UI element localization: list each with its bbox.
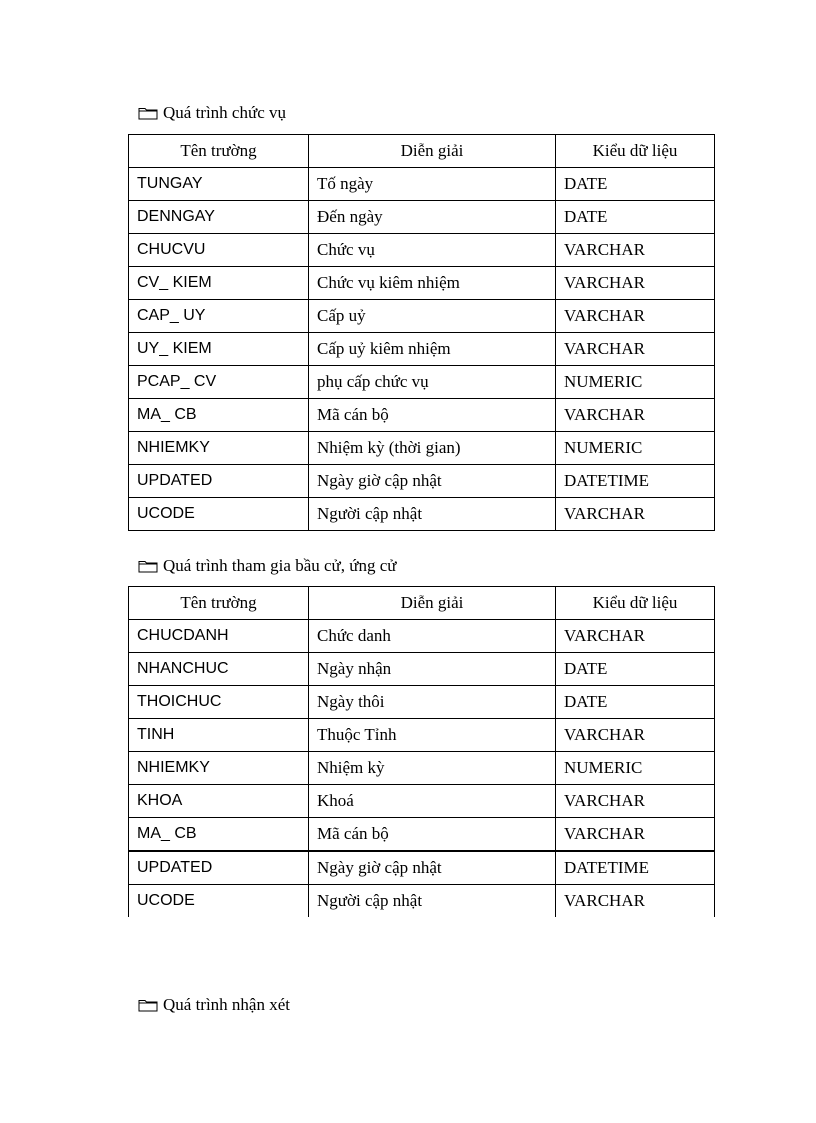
field-name-cell: UCODE bbox=[129, 885, 309, 918]
description-cell: Mã cán bộ bbox=[309, 818, 556, 852]
field-name-cell: DENNGAY bbox=[129, 201, 309, 234]
section-title: Quá trình chức vụ bbox=[163, 103, 286, 122]
data-type-cell: VARCHAR bbox=[556, 785, 715, 818]
table-row bbox=[129, 851, 715, 885]
table-row bbox=[129, 818, 715, 852]
table-row bbox=[129, 366, 715, 399]
description-cell: Nhiệm kỳ (thời gian) bbox=[309, 432, 556, 465]
header-field-name: Tên trường bbox=[129, 135, 309, 168]
field-name-cell: KHOA bbox=[129, 785, 309, 818]
description-cell: Ngày nhận bbox=[309, 653, 556, 686]
description-cell: Ngày giờ cập nhật bbox=[309, 465, 556, 498]
table-row bbox=[129, 465, 715, 498]
description-cell: Ngày thôi bbox=[309, 686, 556, 719]
data-type-cell: DATE bbox=[556, 201, 715, 234]
table-row bbox=[129, 785, 715, 818]
field-name-cell: THOICHUC bbox=[129, 686, 309, 719]
data-type-cell: DATE bbox=[556, 686, 715, 719]
field-name-cell: CHUCDANH bbox=[129, 620, 309, 653]
header-description: Diễn giải bbox=[309, 135, 556, 168]
table-row bbox=[129, 653, 715, 686]
data-type-cell: VARCHAR bbox=[556, 818, 715, 852]
description-cell: Khoá bbox=[309, 785, 556, 818]
table-row bbox=[129, 719, 715, 752]
field-name-cell: CHUCVU bbox=[129, 234, 309, 267]
data-type-cell: DATE bbox=[556, 653, 715, 686]
bau-cu-table bbox=[128, 586, 715, 917]
field-name-cell: PCAP_ CV bbox=[129, 366, 309, 399]
section-heading-bau-cu bbox=[138, 555, 396, 577]
description-cell: Đến ngày bbox=[309, 201, 556, 234]
field-name-cell: NHIEMKY bbox=[129, 432, 309, 465]
folder-icon bbox=[138, 998, 158, 1012]
table-row bbox=[129, 201, 715, 234]
field-name-cell: CV_ KIEM bbox=[129, 267, 309, 300]
header-data-type: Kiểu dữ liệu bbox=[556, 587, 715, 620]
table-row bbox=[129, 885, 715, 918]
description-cell: Chức vụ bbox=[309, 234, 556, 267]
header-data-type: Kiểu dữ liệu bbox=[556, 135, 715, 168]
data-type-cell: NUMERIC bbox=[556, 366, 715, 399]
description-cell: Nhiệm kỳ bbox=[309, 752, 556, 785]
table-header-row bbox=[129, 135, 715, 168]
field-name-cell: UCODE bbox=[129, 498, 309, 531]
data-type-cell: VARCHAR bbox=[556, 719, 715, 752]
data-type-cell: VARCHAR bbox=[556, 620, 715, 653]
field-name-cell: TUNGAY bbox=[129, 168, 309, 201]
data-type-cell: DATETIME bbox=[556, 465, 715, 498]
table-row bbox=[129, 234, 715, 267]
section-title: Quá trình tham gia bầu cử, ứng cử bbox=[163, 556, 397, 575]
section-title: Quá trình nhận xét bbox=[163, 995, 290, 1014]
table-row bbox=[129, 498, 715, 531]
field-name-cell: NHANCHUC bbox=[129, 653, 309, 686]
header-field-name: Tên trường bbox=[129, 587, 309, 620]
table-row bbox=[129, 300, 715, 333]
description-cell: phụ cấp chức vụ bbox=[309, 366, 556, 399]
folder-icon bbox=[138, 106, 158, 120]
field-name-cell: CAP_ UY bbox=[129, 300, 309, 333]
data-type-cell: NUMERIC bbox=[556, 752, 715, 785]
data-type-cell: DATETIME bbox=[556, 851, 715, 885]
section-heading-chuc-vu bbox=[138, 102, 286, 124]
field-name-cell: TINH bbox=[129, 719, 309, 752]
description-cell: Người cập nhật bbox=[309, 498, 556, 531]
table-row bbox=[129, 432, 715, 465]
data-type-cell: NUMERIC bbox=[556, 432, 715, 465]
field-name-cell: UPDATED bbox=[129, 465, 309, 498]
table-row bbox=[129, 686, 715, 719]
description-cell: Chức vụ kiêm nhiệm bbox=[309, 267, 556, 300]
description-cell: Mã cán bộ bbox=[309, 399, 556, 432]
table-row bbox=[129, 168, 715, 201]
data-type-cell: VARCHAR bbox=[556, 333, 715, 366]
table-row bbox=[129, 267, 715, 300]
folder-icon bbox=[138, 559, 158, 573]
data-type-cell: VARCHAR bbox=[556, 234, 715, 267]
table-row bbox=[129, 333, 715, 366]
description-cell: Cấp uỷ kiêm nhiệm bbox=[309, 333, 556, 366]
description-cell: Thuộc Tỉnh bbox=[309, 719, 556, 752]
description-cell: Cấp uỷ bbox=[309, 300, 556, 333]
header-description: Diễn giải bbox=[309, 587, 556, 620]
table-row bbox=[129, 752, 715, 785]
field-name-cell: MA_ CB bbox=[129, 399, 309, 432]
description-cell: Ngày giờ cập nhật bbox=[309, 851, 556, 885]
field-name-cell: UPDATED bbox=[129, 851, 309, 885]
description-cell: Chức danh bbox=[309, 620, 556, 653]
table-row bbox=[129, 620, 715, 653]
data-type-cell: VARCHAR bbox=[556, 399, 715, 432]
section-heading-nhan-xet bbox=[138, 994, 290, 1016]
field-name-cell: MA_ CB bbox=[129, 818, 309, 852]
data-type-cell: VARCHAR bbox=[556, 300, 715, 333]
chuc-vu-table bbox=[128, 134, 715, 531]
description-cell: Tố ngày bbox=[309, 168, 556, 201]
data-type-cell: VARCHAR bbox=[556, 885, 715, 918]
data-type-cell: DATE bbox=[556, 168, 715, 201]
field-name-cell: UY_ KIEM bbox=[129, 333, 309, 366]
field-name-cell: NHIEMKY bbox=[129, 752, 309, 785]
table-row bbox=[129, 399, 715, 432]
table-header-row bbox=[129, 587, 715, 620]
data-type-cell: VARCHAR bbox=[556, 498, 715, 531]
description-cell: Người cập nhật bbox=[309, 885, 556, 918]
data-type-cell: VARCHAR bbox=[556, 267, 715, 300]
